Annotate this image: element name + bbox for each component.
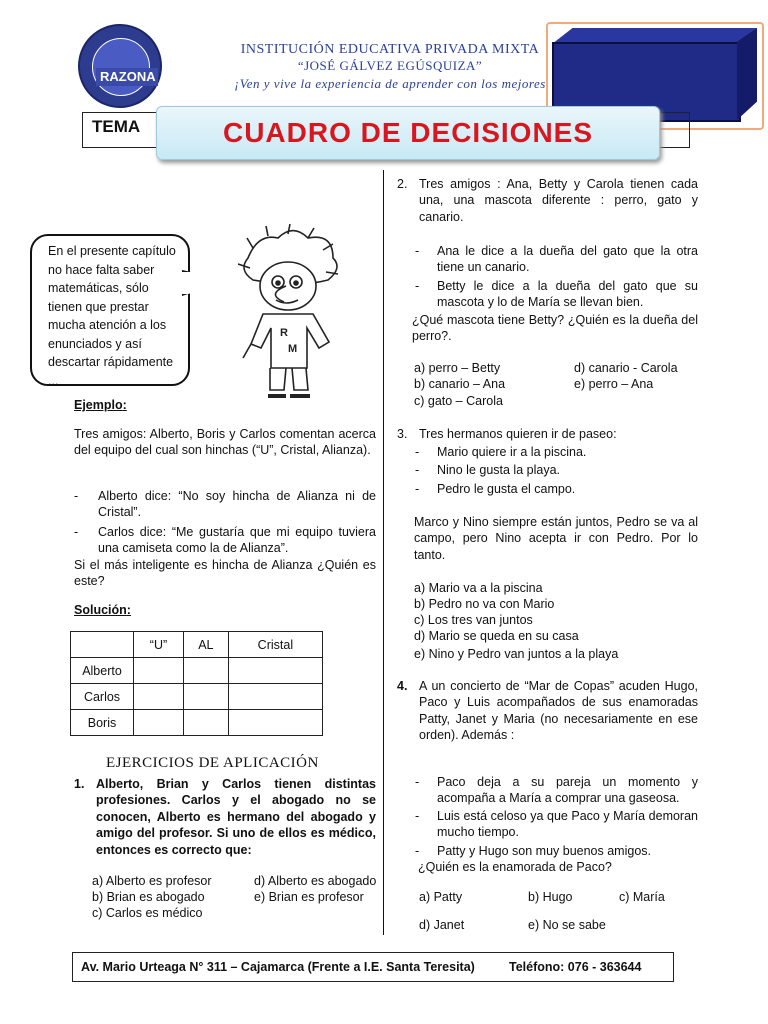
example-bullet-2: Carlos dice: “Me gustaría que mi equipo tuviera una camiseta como la de Alianza”. xyxy=(98,525,376,556)
table-row-label: Alberto xyxy=(71,658,134,684)
table-cell xyxy=(183,710,228,736)
exercise-2-option: e) perro – Ana xyxy=(574,377,654,391)
exercise-2-option: a) perro – Betty xyxy=(414,361,501,375)
exercise-2-text: Tres amigos : Ana, Betty y Carola tienen cada una, una mascota diferente : perro, gato y canario. xyxy=(419,177,698,224)
bullet-dash: - xyxy=(415,463,420,477)
table-cell xyxy=(228,710,322,736)
exercise-number: 3. xyxy=(397,427,408,441)
exercise-4-text: A un concierto de “Mar de Copas” acuden Hugo, Paco y Luis acompañados de sus enamoradas Patty, Janet y Maria (no necesariamente en ese orden). Además : xyxy=(419,679,698,743)
exercise-4-question: ¿Quién es la enamorada de Paco? xyxy=(418,860,612,874)
exercise-4-bullet: Paco deja a su pareja un momento y acompaña a María a comprar una gaseosa. xyxy=(437,775,698,806)
institution-header xyxy=(230,42,550,92)
exercise-3-bullet: Mario quiere ir a la piscina. xyxy=(437,445,587,459)
solution-heading: Solución: xyxy=(74,603,131,617)
exercise-1-option: a) Alberto es profesor xyxy=(92,874,212,888)
exercise-number: 4. xyxy=(397,679,408,693)
table-row xyxy=(71,658,323,684)
bullet-dash: - xyxy=(415,809,420,823)
bullet-dash: - xyxy=(415,482,420,496)
page-title: CUADRO DE DECISIONES xyxy=(156,106,660,160)
table-header: Cristal xyxy=(228,632,322,658)
exercise-1-option: d) Alberto es abogado xyxy=(254,874,377,888)
exercise-1-option: b) Brian es abogado xyxy=(92,890,205,904)
logo-badge: RAZONA xyxy=(96,68,158,86)
table-cell xyxy=(134,684,184,710)
bullet-dash: - xyxy=(415,445,420,459)
exercise-2-bullet-2: Betty le dice a la dueña del gato que su mascota y lo de María se llevan bien. xyxy=(437,279,698,310)
mascot-illustration xyxy=(228,228,348,408)
decision-table xyxy=(70,631,323,736)
example-bullet-dash: - xyxy=(74,525,79,539)
footer-address: Av. Mario Urteaga N° 311 – Cajamarca (Frente a I.E. Santa Teresita) xyxy=(81,960,475,974)
footer xyxy=(72,952,674,982)
table-row-label: Carlos xyxy=(71,684,134,710)
bullet-dash: - xyxy=(415,844,420,858)
bullet-dash: - xyxy=(415,775,420,789)
exercise-3-option: d) Mario se queda en su casa xyxy=(414,629,579,643)
speech-bubble-tail xyxy=(182,270,230,296)
table-row xyxy=(71,632,323,658)
institution-name: INSTITUCIÓN EDUCATIVA PRIVADA MIXTA xyxy=(240,42,540,57)
table-cell xyxy=(228,684,322,710)
table-cell xyxy=(228,658,322,684)
example-bullet-dash: - xyxy=(74,489,79,503)
exercise-3-bullet: Pedro le gusta el campo. xyxy=(437,482,576,496)
exercise-3-option: b) Pedro no va con Mario xyxy=(414,597,555,611)
footer-phone: Teléfono: 076 - 363644 xyxy=(509,960,642,974)
exercise-4-option: e) No se sabe xyxy=(528,918,606,932)
table-row-label: Boris xyxy=(71,710,134,736)
table-row xyxy=(71,710,323,736)
exercise-4-option: b) Hugo xyxy=(528,890,573,904)
exercise-number: 1. xyxy=(74,777,85,791)
speech-bubble-text: En el presente capítulo no hace falta saber matemáticas, sólo tienen que prestar mucha atención a los enunciados y así descartar rápidamente ... xyxy=(48,244,176,388)
table-cell xyxy=(183,684,228,710)
institution-slogan: ¡Ven y vive la experiencia de aprender con los mejores xyxy=(234,76,546,91)
table-cell xyxy=(183,658,228,684)
exercise-4-option: d) Janet xyxy=(419,918,465,932)
exercise-4-option: a) Patty xyxy=(419,890,463,904)
exercise-3-option: c) Los tres van juntos xyxy=(414,613,533,627)
exercise-4-bullet: Luis está celoso ya que Paco y María demoran mucho tiempo. xyxy=(437,809,698,840)
exercise-2-option: d) canario - Carola xyxy=(574,361,678,375)
table-cell xyxy=(134,658,184,684)
svg-text:M: M xyxy=(288,343,298,355)
institution-subtitle: “JOSÉ GÁLVEZ EGÚSQUIZA” xyxy=(297,58,483,73)
example-paragraph: Tres amigos: Alberto, Boris y Carlos comentan acerca del equipo del cual son hinchas (“U”, Cristal, Alianza). xyxy=(74,427,376,458)
exercise-2-question: ¿Qué mascota tiene Betty? ¿Quién es la dueña del perro?. xyxy=(412,313,698,344)
example-question: Si el más inteligente es hincha de Alianza ¿Quién es este? xyxy=(74,558,376,589)
exercise-3-bullet: Nino le gusta la playa. xyxy=(437,463,560,477)
table-row xyxy=(71,684,323,710)
tema-label: TEMA xyxy=(92,117,141,136)
exercise-2-option: b) canario – Ana xyxy=(414,377,506,391)
table-cell xyxy=(71,632,134,658)
exercise-2-option: c) gato – Carola xyxy=(414,394,503,408)
table-cell xyxy=(134,710,184,736)
exercise-1-text: Alberto, Brian y Carlos tienen distintas profesiones. Carlos y el abogado no se conocen, Alberto es hermano del abogado y amigo del profesor. Si uno de ellos es médico, entonces es correcto que: xyxy=(96,777,376,857)
exercise-2-bullet-1: Ana le dice a la dueña del gato que la otra tiene un canario. xyxy=(437,244,698,275)
example-heading: Ejemplo: xyxy=(74,398,127,412)
table-header: “U” xyxy=(134,632,184,658)
exercise-3-text: Tres hermanos quieren ir de paseo: xyxy=(419,427,617,441)
exercise-3-option: e) Nino y Pedro van juntos a la playa xyxy=(414,647,619,661)
exercise-number: 2. xyxy=(397,177,408,191)
exercise-3-paragraph: Marco y Nino siempre están juntos, Pedro se va al campo, pero Nino acepta ir con Pedro. Por lo tanto. xyxy=(414,515,698,562)
exercise-4-option: c) María xyxy=(619,890,665,904)
column-divider xyxy=(383,170,384,935)
svg-text:R: R xyxy=(280,327,288,339)
exercise-1-option: c) Carlos es médico xyxy=(92,906,203,920)
table-header: AL xyxy=(183,632,228,658)
bullet-dash: - xyxy=(415,279,420,293)
bullet-dash: - xyxy=(415,244,420,258)
exercise-1-option: e) Brian es profesor xyxy=(254,890,364,904)
example-bullet-1: Alberto dice: “No soy hincha de Alianza ni de Cristal”. xyxy=(98,489,376,520)
exercise-3-option: a) Mario va a la piscina xyxy=(414,581,543,595)
exercises-heading: EJERCICIOS DE APLICACIÓN xyxy=(106,755,319,771)
exercise-4-bullet: Patty y Hugo son muy buenos amigos. xyxy=(437,844,652,858)
school-logo xyxy=(78,24,162,108)
